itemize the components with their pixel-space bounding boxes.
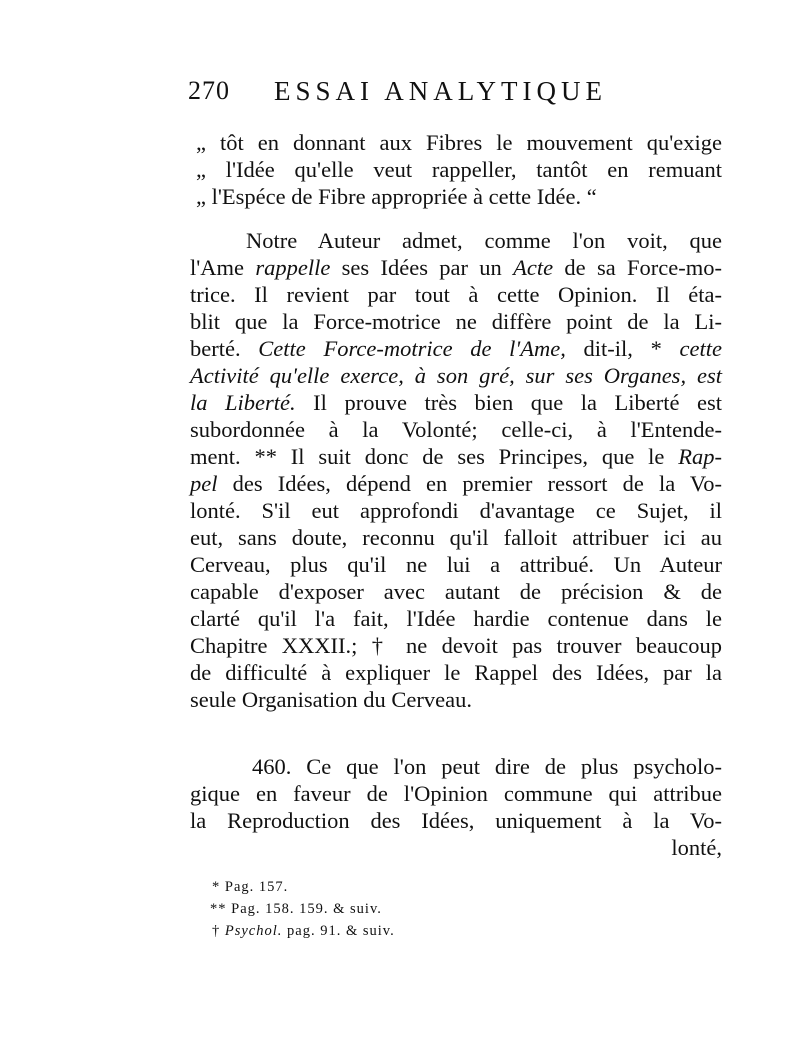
quote-line: „ l'Idée qu'elle veut rappeller, tantôt en remuant xyxy=(196,157,722,182)
text-line: Cerveau, plus qu'il ne lui a attribué. Un Auteur xyxy=(190,552,722,577)
text-line: trice. Il revient par tout à cette Opinion. Il éta- xyxy=(190,282,722,307)
text-line: Chapitre XXXII.; † ne devoit pas trouver beaucoup xyxy=(190,633,722,658)
text-line: Notre Auteur admet, comme l'on voit, que xyxy=(246,228,722,253)
text-line: la Liberté. Il prouve très bien que la Liberté est xyxy=(190,390,722,415)
text-line: lonté. S'il eut approfondi d'avantage ce Sujet, il xyxy=(190,498,722,523)
text-line: Activité qu'elle exerce, à son gré, sur ses Organes, est xyxy=(190,363,722,388)
text-line: clarté qu'il l'a fait, l'Idée hardie contenue dans le xyxy=(190,606,722,631)
text-line: la Reproduction des Idées, uniquement à la Vo- xyxy=(190,808,722,833)
text-line: seule Organisation du Cerveau. xyxy=(190,687,473,712)
text-line: pel des Idées, dépend en premier ressort de la Vo- xyxy=(190,471,722,496)
text-line: de difficulté à expliquer le Rappel des Idées, par la xyxy=(190,660,722,685)
text-line: berté. Cette Force-motrice de l'Ame, dit-il, * cette xyxy=(190,336,722,361)
text-line: l'Ame rappelle ses Idées par un Acte de sa Force-mo- xyxy=(190,255,722,280)
running-head xyxy=(188,76,648,110)
quote-line: „ tôt en donnant aux Fibres le mouvement qu'exige xyxy=(196,130,722,155)
text-line: 460. Ce que l'on peut dire de plus psycholo- xyxy=(252,754,722,779)
text-line: eut, sans doute, reconnu qu'il falloit attribuer ici au xyxy=(190,525,722,550)
page-number: 270 xyxy=(188,76,230,105)
text-line: subordonnée à la Volonté; celle-ci, à l'Entende- xyxy=(190,417,722,442)
quote-line: „ l'Espéce de Fibre appropriée à cette Idée. “ xyxy=(196,184,597,209)
footnote: † Psychol. pag. 91. & suiv. xyxy=(212,923,395,939)
catchword: lonté, xyxy=(671,835,722,860)
footnote: * Pag. 157. xyxy=(212,879,289,895)
text-line: capable d'exposer avec autant de précision & de xyxy=(190,579,722,604)
text-line: gique en faveur de l'Opinion commune qui attribue xyxy=(190,781,722,806)
footnote: ** Pag. 158. 159. & suiv. xyxy=(210,901,382,917)
text-line: blit que la Force-motrice ne diffère point de la Li- xyxy=(190,309,722,334)
running-title: ESSAI ANALYTIQUE xyxy=(274,76,608,106)
text-line: ment. ** Il suit donc de ses Principes, que le Rap- xyxy=(190,444,722,469)
